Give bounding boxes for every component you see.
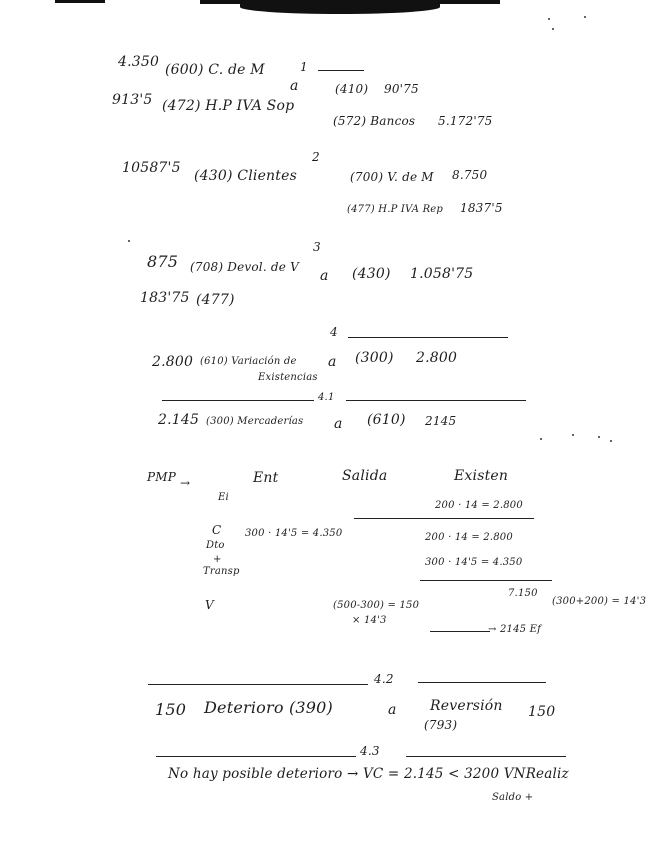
debit-account: (430) Clientes: [194, 168, 297, 184]
debit-account: Deterioro (390): [204, 698, 333, 717]
entry-number: 4.2: [374, 672, 394, 686]
entry-number: 1: [300, 60, 308, 74]
salida-result: → 2145 Ef: [488, 624, 541, 635]
entry-line-left: [162, 400, 314, 401]
credit-amount: 150: [528, 704, 556, 720]
to-connector: a: [334, 416, 343, 432]
entry-number: 4.1: [318, 392, 335, 403]
conclusion-note: Saldo +: [492, 792, 534, 803]
salida-v: (500-300) = 150: [333, 600, 420, 611]
scan-dot: [552, 28, 554, 30]
row-label-ei: Ei: [218, 492, 229, 503]
existencias-c1: 200 · 14 = 2.800: [425, 532, 513, 543]
credit-amount: 2.800: [416, 350, 458, 366]
entry-line: [318, 70, 364, 71]
credit-amount: 5.172'75: [438, 114, 493, 128]
debit-amount: 875: [147, 252, 179, 271]
entry-line-right: [346, 400, 526, 401]
debit-account: (600) C. de M: [165, 62, 265, 78]
entrada-c: 300 · 14'5 = 4.350: [245, 528, 343, 539]
entry-line-left: [156, 756, 356, 757]
credit-amount: 90'75: [384, 82, 419, 96]
debit-account: (477): [196, 292, 235, 308]
divider: [420, 580, 552, 581]
debit-amount: 913'5: [112, 92, 153, 108]
existencias-units: (300+200) = 14'3: [552, 596, 647, 607]
debit-amount: 183'75: [140, 290, 190, 306]
credit-account: (572) Bancos: [333, 114, 416, 128]
row-label-plus: +: [213, 554, 222, 565]
scan-dot: [572, 434, 574, 436]
credit-account: (700) V. de M: [350, 170, 434, 184]
to-connector: a: [388, 702, 397, 718]
credit-account: (610): [367, 412, 406, 428]
entry-number: 3: [313, 240, 321, 254]
scan-dot: [584, 16, 586, 18]
entry-number: 2: [312, 150, 320, 164]
credit-account: (410): [335, 82, 369, 96]
debit-amount: 2.800: [152, 354, 194, 370]
arrow-icon: →: [180, 476, 191, 490]
row-label-dto: Dto: [206, 540, 225, 551]
credit-account: (430): [352, 266, 391, 282]
credit-amount: 8.750: [452, 168, 488, 182]
row-label-c: C: [212, 523, 222, 537]
debit-account: (708) Devol. de V: [190, 260, 299, 274]
credit-account-code: (793): [424, 718, 458, 732]
to-connector: a: [320, 268, 329, 284]
credit-amount: 2145: [425, 414, 457, 428]
salida-v-mult: × 14'3: [352, 615, 387, 626]
entry-number: 4.3: [360, 744, 380, 758]
result-arrow-line: [430, 631, 490, 632]
credit-account: Reversión: [430, 698, 503, 714]
credit-amount: 1.058'75: [410, 266, 474, 282]
scan-dot: [598, 436, 600, 438]
existencias-ei: 200 · 14 = 2.800: [435, 500, 523, 511]
credit-account: (477) H.P IVA Rep: [347, 204, 444, 215]
scan-dot: [540, 438, 542, 440]
to-connector: a: [328, 354, 337, 370]
scan-dot: [548, 18, 550, 20]
header-existencias: Existen: [454, 468, 509, 484]
debit-account: (472) H.P IVA Sop: [162, 98, 295, 114]
header-ent: Ent: [253, 470, 279, 486]
pmp-label: PMP: [147, 470, 177, 484]
row-label-v: V: [205, 598, 214, 612]
debit-account-cont: Existencias: [258, 372, 318, 383]
scan-dot: [128, 240, 130, 242]
debit-amount: 10587'5: [122, 160, 181, 176]
conclusion-text: No hay posible deterioro → VC = 2.145 < 3200 VNRealiz: [168, 766, 569, 782]
debit-account: (610) Variación de: [200, 356, 297, 367]
credit-account: (300): [355, 350, 394, 366]
entry-line: [348, 337, 508, 338]
corner-mark: [55, 0, 105, 3]
entry-line-right: [418, 682, 546, 683]
to-connector: a: [290, 78, 299, 94]
scan-dot: [610, 440, 612, 442]
credit-amount: 1837'5: [460, 201, 503, 215]
existencias-total: 7.150: [508, 588, 538, 599]
header-salida: Salida: [342, 468, 388, 484]
debit-amount: 4.350: [118, 54, 160, 70]
divider: [354, 518, 534, 519]
entry-line-left: [148, 684, 368, 685]
entry-line-right: [406, 756, 566, 757]
debit-amount: 2.145: [158, 412, 200, 428]
debit-amount: 150: [155, 700, 187, 719]
top-scan-shadow-tail: [200, 0, 500, 4]
existencias-c2: 300 · 14'5 = 4.350: [425, 557, 523, 568]
row-label-transp: Transp: [203, 566, 240, 577]
debit-account: (300) Mercaderías: [206, 416, 304, 427]
entry-number: 4: [330, 325, 338, 339]
